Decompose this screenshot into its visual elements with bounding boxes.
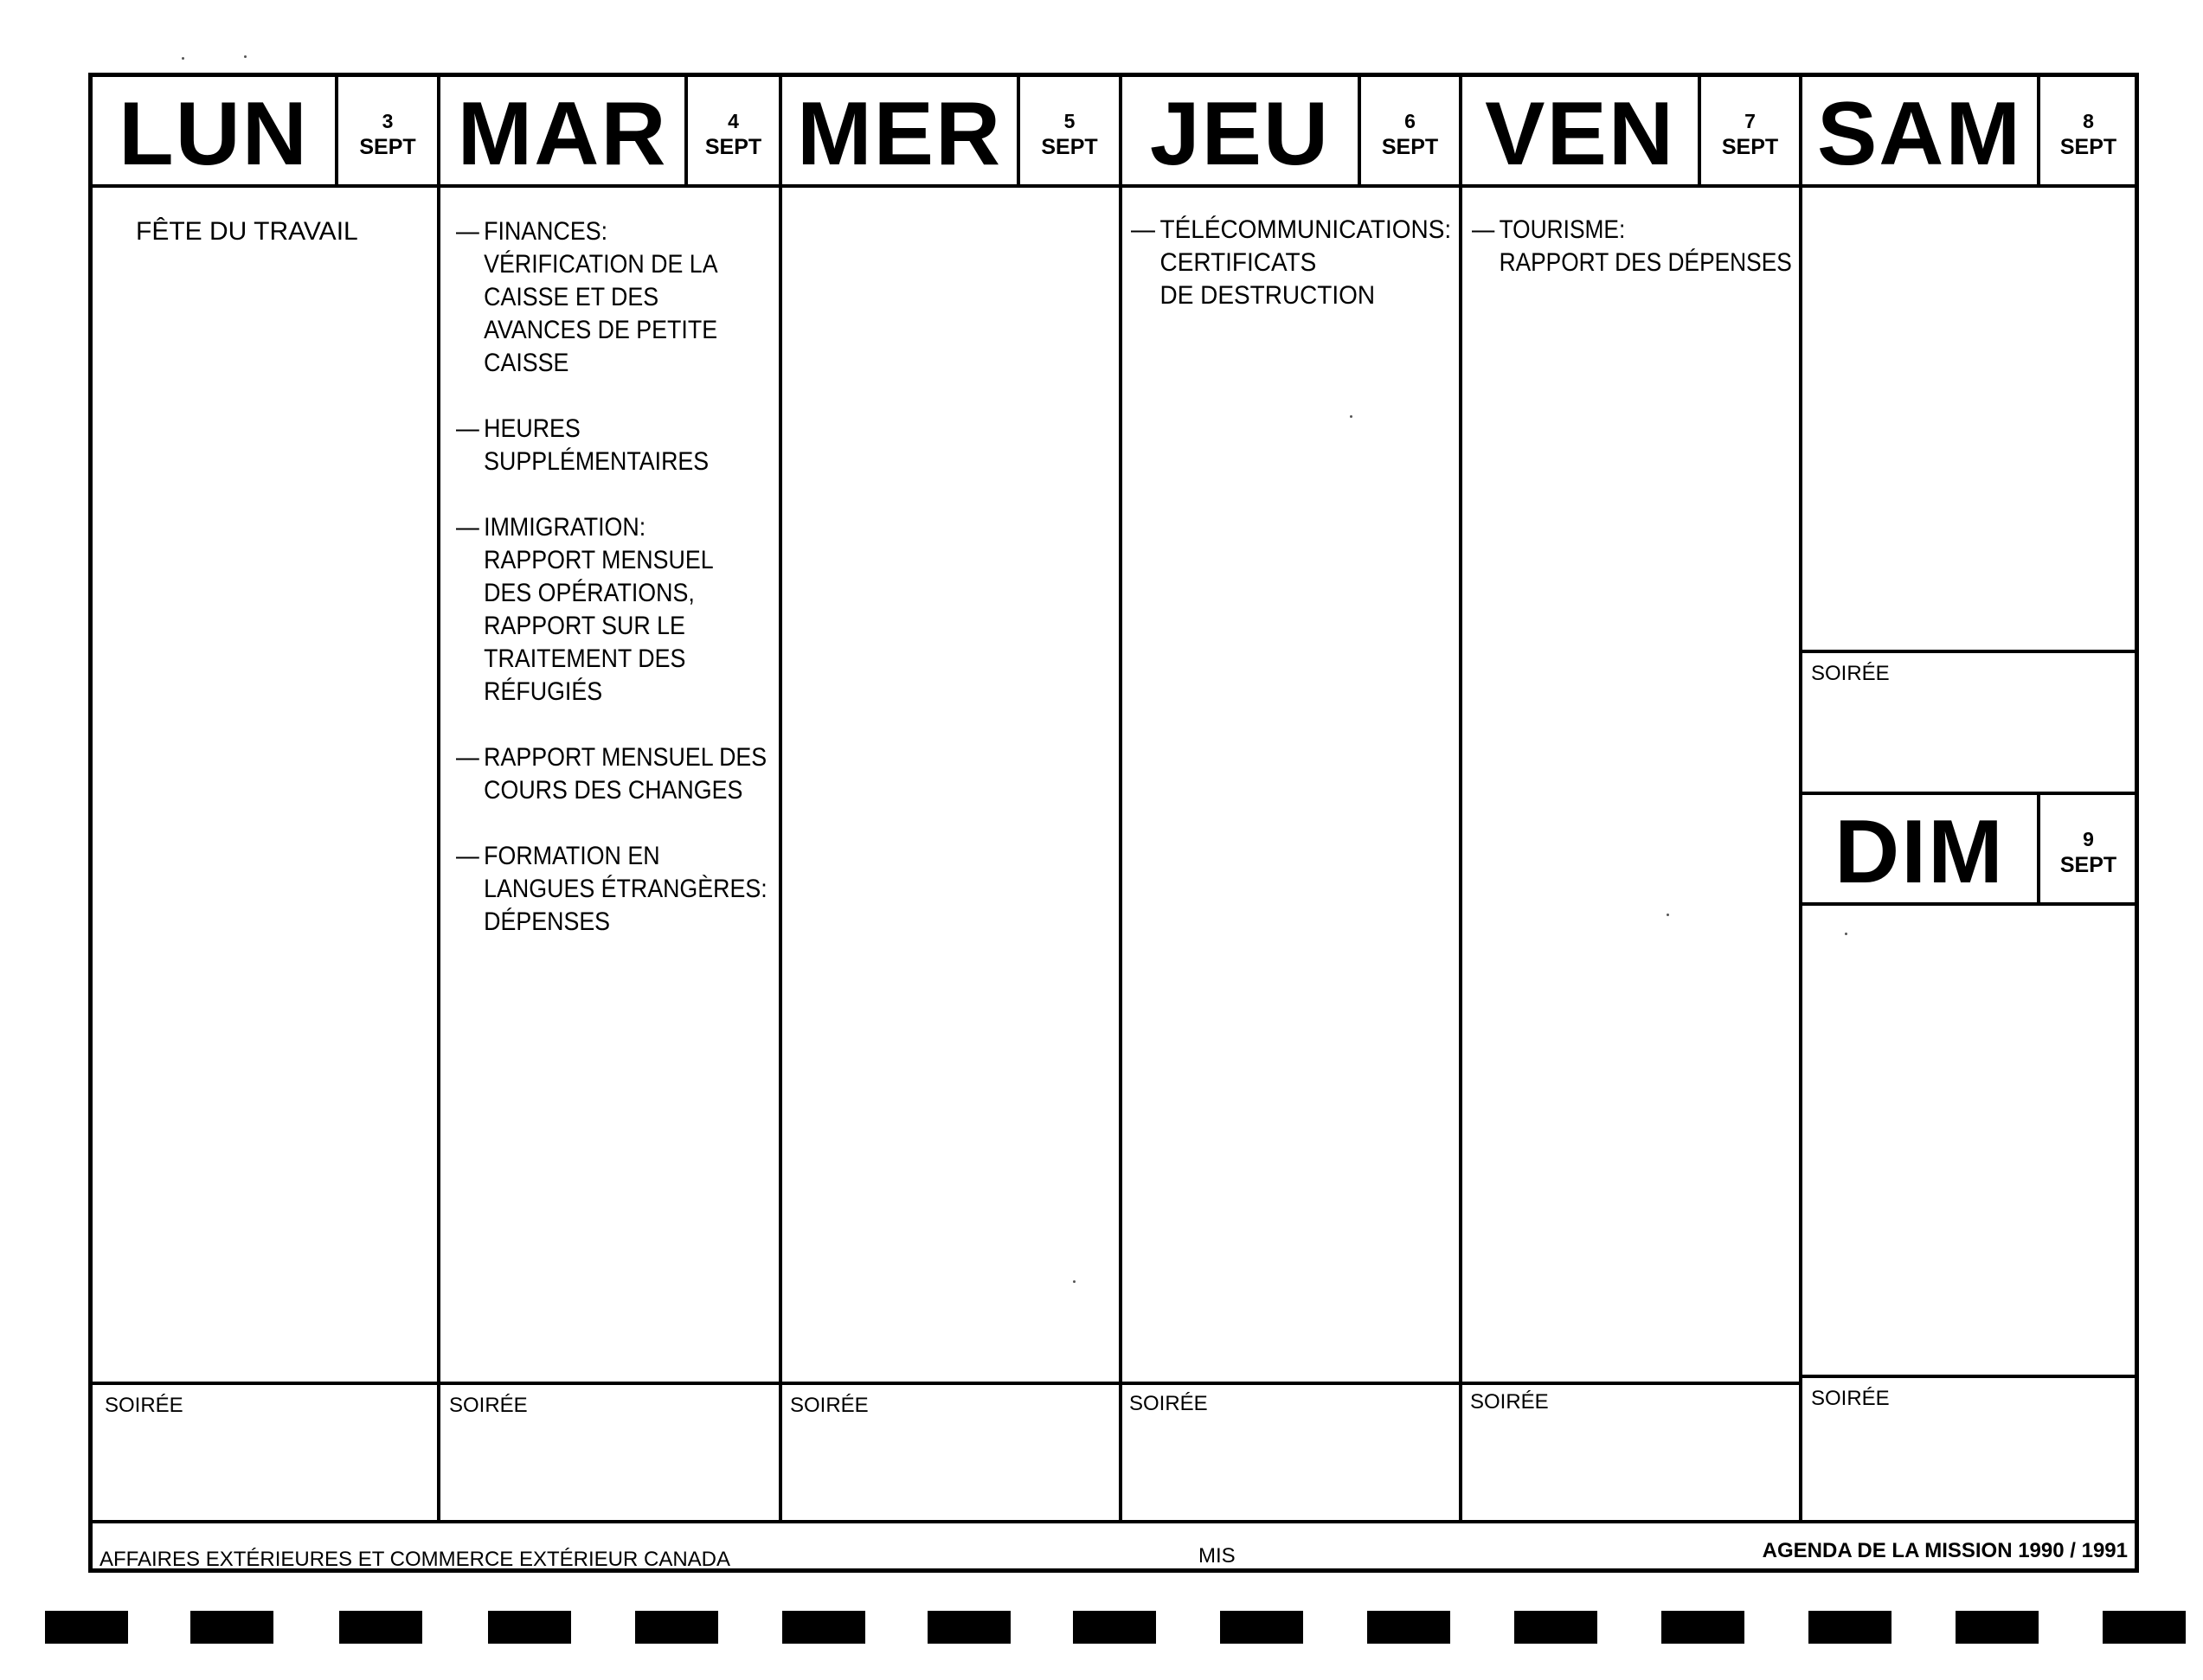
perforation-mark bbox=[488, 1611, 571, 1644]
date-dim bbox=[2040, 828, 2136, 878]
footer-divider bbox=[93, 1520, 2136, 1523]
item-line: RAPPORT MENSUEL DES bbox=[484, 743, 768, 772]
perforation-mark bbox=[782, 1611, 865, 1644]
column-divider bbox=[779, 77, 782, 1520]
sunday-header-top bbox=[1799, 792, 2136, 795]
soiree-label-mar: SOIRÉE bbox=[449, 1394, 528, 1417]
scan-speck bbox=[1350, 415, 1352, 418]
scan-speck bbox=[244, 55, 247, 58]
day-name-dim: DIM bbox=[1834, 802, 2005, 902]
soiree-divider bbox=[93, 1382, 1802, 1385]
soiree-label-jeu: SOIRÉE bbox=[1129, 1392, 1208, 1415]
perforation-mark bbox=[1220, 1611, 1303, 1644]
item-dash: — bbox=[456, 743, 479, 772]
item-line: RAPPORT SUR LE bbox=[484, 612, 685, 640]
soiree-label-lun: SOIRÉE bbox=[105, 1394, 183, 1417]
soiree-label-mer: SOIRÉE bbox=[790, 1394, 869, 1417]
soiree-divider bbox=[1799, 650, 2136, 653]
item-line: HEURES bbox=[484, 414, 581, 443]
day-name-lun: LUN bbox=[119, 84, 309, 184]
agenda-item bbox=[1131, 214, 1451, 312]
item-line: FINANCES: bbox=[484, 217, 608, 246]
perforation-mark bbox=[1073, 1611, 1156, 1644]
item-line: RAPPORT DES DÉPENSES bbox=[1499, 248, 1792, 277]
day-content-jeu bbox=[1131, 214, 1451, 345]
item-line: TRAITEMENT DES bbox=[484, 644, 686, 673]
item-line: TÉLÉCOMMUNICATIONS: bbox=[1159, 215, 1452, 244]
item-line: VÉRIFICATION DE LA bbox=[484, 250, 718, 279]
agenda-item bbox=[456, 741, 768, 807]
footer-code: MIS bbox=[1198, 1544, 1236, 1568]
date-number: 5 bbox=[1063, 110, 1076, 132]
soiree-label-dim: SOIRÉE bbox=[1811, 1387, 1890, 1410]
date-month: SEPT bbox=[2059, 134, 2117, 159]
date-month: SEPT bbox=[2059, 852, 2117, 877]
soiree-label-ven: SOIRÉE bbox=[1470, 1390, 1549, 1414]
item-dash: — bbox=[456, 842, 479, 870]
perforation-mark bbox=[1808, 1611, 1891, 1644]
holiday-note: FÊTE DU TRAVAIL bbox=[136, 217, 358, 246]
perforation-mark bbox=[1661, 1611, 1744, 1644]
date-sam bbox=[2040, 110, 2136, 160]
header-divider bbox=[93, 184, 2136, 188]
item-dash: — bbox=[456, 414, 479, 443]
date-number: 4 bbox=[728, 110, 739, 132]
date-month: SEPT bbox=[1381, 134, 1439, 159]
item-dash: — bbox=[1131, 215, 1155, 244]
sunday-header-bottom bbox=[1799, 902, 2136, 906]
column-divider bbox=[1119, 77, 1122, 1520]
agenda-item bbox=[456, 511, 768, 709]
day-content-ven bbox=[1472, 214, 1792, 312]
day-name-ven: VEN bbox=[1485, 84, 1675, 184]
perforation-mark bbox=[1956, 1611, 2039, 1644]
day-name-jeu: JEU bbox=[1149, 84, 1331, 184]
perforation-mark bbox=[928, 1611, 1011, 1644]
date-lun bbox=[338, 110, 437, 160]
date-mer bbox=[1020, 110, 1119, 160]
footer-department: AFFAIRES EXTÉRIEURES ET COMMERCE EXTÉRIEUR CANADA bbox=[100, 1548, 731, 1571]
date-month: SEPT bbox=[1721, 134, 1779, 159]
agenda-item bbox=[456, 413, 768, 478]
item-line: DES OPÉRATIONS, bbox=[484, 579, 695, 607]
item-line: LANGUES ÉTRANGÈRES: bbox=[484, 875, 768, 903]
item-line: RAPPORT MENSUEL bbox=[484, 546, 714, 574]
column-divider bbox=[437, 77, 440, 1520]
item-dash: — bbox=[1472, 215, 1495, 244]
perforation-mark bbox=[1367, 1611, 1450, 1644]
item-line: FORMATION EN bbox=[484, 842, 660, 870]
item-line: AVANCES DE PETITE bbox=[484, 316, 718, 344]
date-ven bbox=[1701, 110, 1799, 160]
agenda-item bbox=[456, 215, 768, 380]
column-divider bbox=[1799, 77, 1802, 1520]
scan-speck bbox=[1667, 914, 1669, 916]
item-line: CERTIFICATS bbox=[1159, 248, 1317, 277]
agenda-item bbox=[456, 840, 768, 939]
perforation-mark bbox=[190, 1611, 273, 1644]
date-jeu bbox=[1361, 110, 1459, 160]
day-name-sam: SAM bbox=[1816, 84, 2023, 184]
item-line: TOURISME: bbox=[1499, 215, 1626, 244]
item-line: CAISSE bbox=[484, 349, 569, 377]
scan-speck bbox=[1845, 933, 1847, 935]
date-number: 7 bbox=[1744, 110, 1756, 132]
date-month: SEPT bbox=[704, 134, 762, 159]
agenda-item bbox=[1472, 214, 1792, 279]
perforation-mark bbox=[635, 1611, 718, 1644]
soiree-label-sam: SOIRÉE bbox=[1811, 662, 1890, 685]
item-line: RÉFUGIÉS bbox=[484, 677, 603, 706]
item-line: SUPPLÉMENTAIRES bbox=[484, 447, 710, 476]
date-month: SEPT bbox=[359, 134, 416, 159]
scan-speck bbox=[182, 57, 184, 60]
day-name-mer: MER bbox=[796, 84, 1003, 184]
day-name-mar: MAR bbox=[457, 84, 668, 184]
perforation-mark bbox=[2103, 1611, 2186, 1644]
item-dash: — bbox=[456, 513, 479, 542]
item-line: DE DESTRUCTION bbox=[1159, 281, 1376, 310]
date-number: 3 bbox=[382, 110, 394, 132]
item-line: COURS DES CHANGES bbox=[484, 776, 743, 805]
date-month: SEPT bbox=[1041, 134, 1098, 159]
day-content-lun bbox=[136, 215, 358, 248]
perforation-mark bbox=[339, 1611, 422, 1644]
date-number: 6 bbox=[1404, 110, 1416, 132]
item-line: CAISSE ET DES bbox=[484, 283, 659, 311]
agenda-sheet bbox=[88, 73, 2139, 1573]
item-dash: — bbox=[456, 217, 479, 246]
soiree-divider bbox=[1799, 1375, 2136, 1378]
perforation-mark bbox=[1514, 1611, 1597, 1644]
item-line: DÉPENSES bbox=[484, 907, 611, 936]
footer-agenda-title: AGENDA DE LA MISSION 1990 / 1991 bbox=[1762, 1539, 2128, 1562]
date-mar bbox=[688, 110, 779, 160]
perforation-mark bbox=[45, 1611, 128, 1644]
date-number: 8 bbox=[2083, 110, 2094, 132]
column-divider bbox=[1459, 77, 1462, 1520]
date-number: 9 bbox=[2083, 828, 2094, 850]
item-line: IMMIGRATION: bbox=[484, 513, 646, 542]
scan-speck bbox=[1073, 1280, 1076, 1283]
day-content-mar bbox=[456, 215, 768, 971]
